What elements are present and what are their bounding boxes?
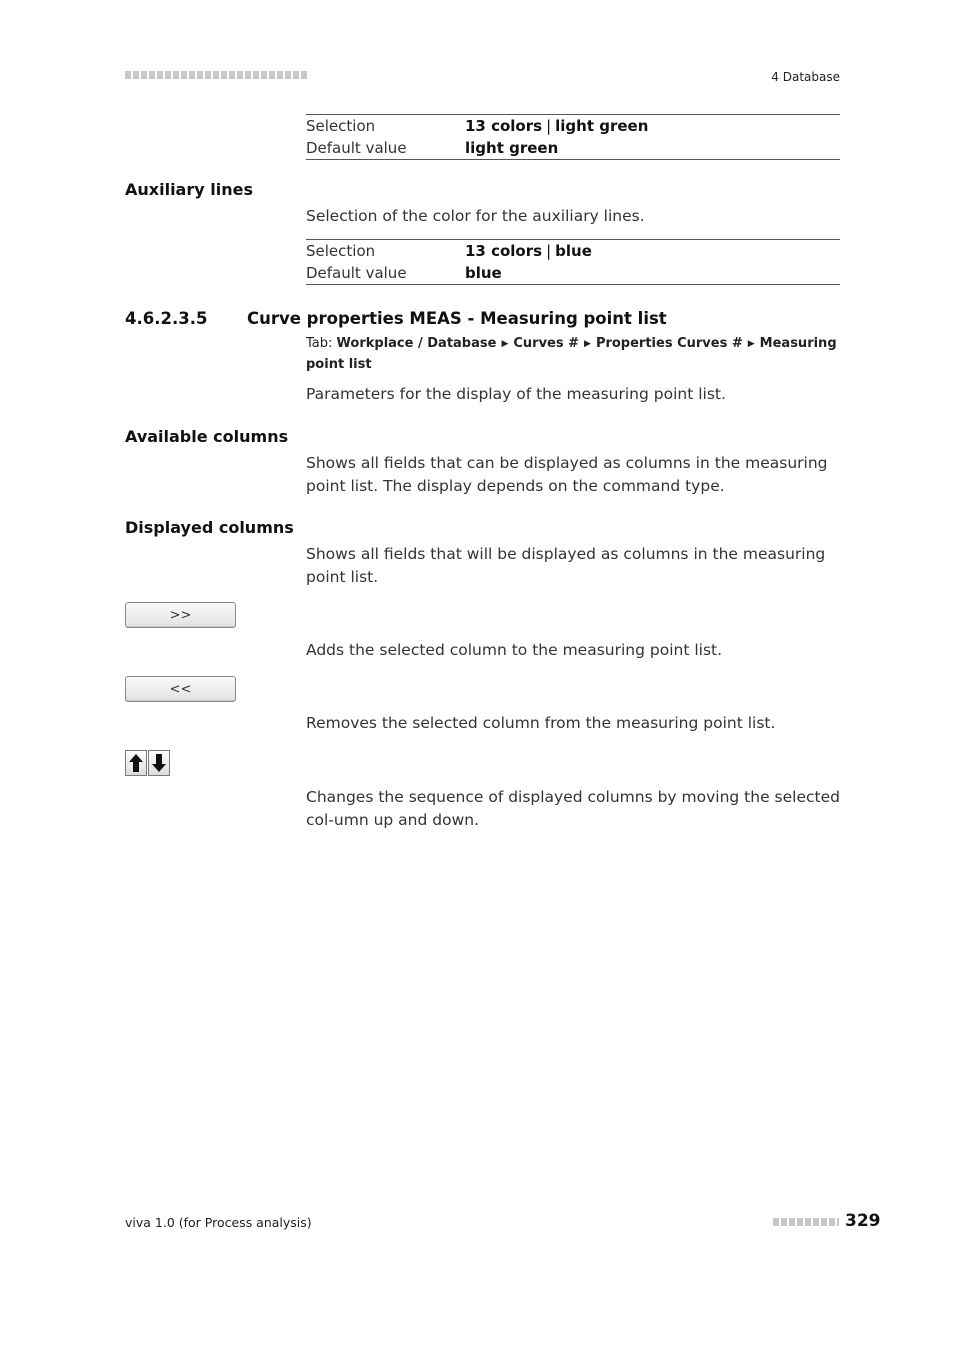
auxiliary-lines-description: Selection of the color for the auxiliary lines. <box>306 207 645 225</box>
page-number: 329 <box>845 1211 881 1231</box>
row-key: Default value <box>306 264 407 282</box>
section-number: 4.6.2.3.5 <box>125 309 208 328</box>
displayed-columns-term: Displayed columns <box>125 518 294 537</box>
footer-product: viva 1.0 (for Process analysis) <box>125 1215 312 1230</box>
available-columns-term: Available columns <box>125 427 289 446</box>
remove-button-description: Removes the selected column from the measuring point list. <box>306 714 776 732</box>
add-column-button[interactable]: >> <box>125 602 236 628</box>
row-value: 13 colors | blue <box>465 242 592 260</box>
row-key: Selection <box>306 242 376 260</box>
row-value: 13 colors | light green <box>465 117 649 135</box>
add-button-description: Adds the selected column to the measuring point list. <box>306 641 723 659</box>
table-row <box>306 262 840 284</box>
order-buttons-description: Changes the sequence of displayed columns by moving the selected col-umn up and down. <box>306 788 840 829</box>
row-value: blue <box>465 264 502 282</box>
color-parameter-table <box>306 114 840 160</box>
auxiliary-lines-term: Auxiliary lines <box>125 180 253 199</box>
auxiliary-lines-table <box>306 239 840 285</box>
move-down-button[interactable] <box>148 750 170 776</box>
order-buttons <box>125 750 170 776</box>
row-key: Selection <box>306 117 376 135</box>
remove-column-button[interactable]: << <box>125 676 236 702</box>
row-value: light green <box>465 139 559 157</box>
table-row <box>306 115 840 137</box>
section-intro: Parameters for the display of the measuring point list. <box>306 385 726 403</box>
arrow-up-icon <box>128 753 144 773</box>
move-up-button[interactable] <box>125 750 147 776</box>
table-row <box>306 137 840 159</box>
footer-decoration <box>773 1218 839 1226</box>
row-key: Default value <box>306 139 407 157</box>
available-columns-description: Shows all fields that can be displayed as columns in the measuring point list. The display depends on the command type. <box>306 454 828 495</box>
chapter-title: 4 Database <box>771 70 840 84</box>
table-row <box>306 240 840 262</box>
header-decoration <box>125 71 307 79</box>
tab-path: Tab: Workplace / Database ▶ Curves # ▶ Properties Curves # ▶ Measuring point list <box>306 336 837 372</box>
displayed-columns-description: Shows all fields that will be displayed as columns in the measuring point list. <box>306 545 826 586</box>
arrow-down-icon <box>151 753 167 773</box>
section-title: Curve properties MEAS - Measuring point list <box>247 309 667 328</box>
